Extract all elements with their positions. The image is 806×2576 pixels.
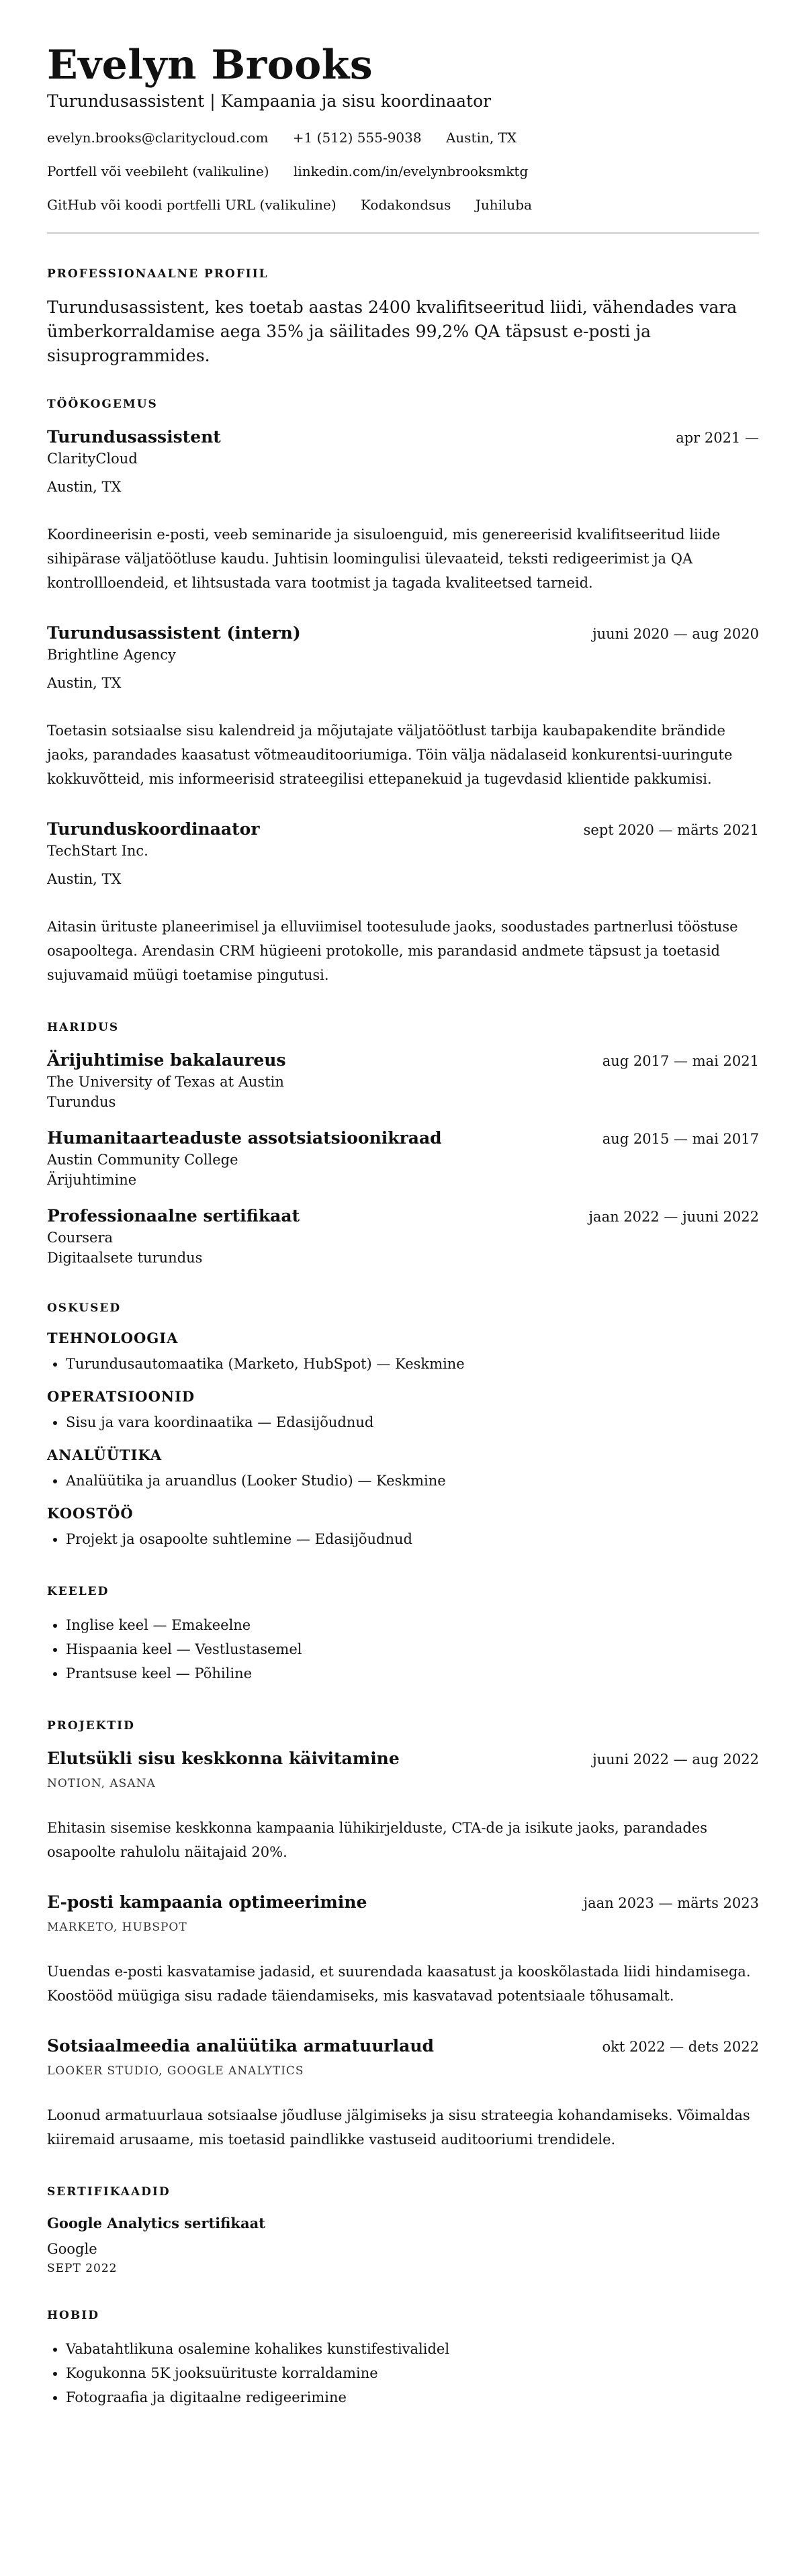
hobbies-section (47, 2309, 759, 2409)
job-dates: sept 2020 — märts 2021 (583, 822, 759, 838)
section-title-hobbies: HOBID (47, 2309, 99, 2322)
hobby-item: • Kogukonna 5K jooksuürituste korraldamine (66, 2361, 759, 2385)
certifications-section (47, 2185, 759, 2275)
job-company: Brightline Agency (47, 647, 176, 663)
job-description: Koordineerisin e-posti, veeb seminaride ja sisuloenguid, mis genereerisid kvalifitseeritud liide sihipärase väljatöötluse kaudu. Juhtisin loomingulisi ülevaateid, teksti redigeerimist ja QA kontrollloendeid, et lihtsustada vara tootmist ja tagada kvaliteetsed tarneid. (47, 526, 721, 591)
project-name: Sotsiaalmeedia analüütika armatuurlaud (47, 2036, 435, 2056)
skill-categories (47, 1330, 759, 1551)
section-title-experience: TÖÖKOGEMUS (47, 398, 158, 411)
candidate-subtitle: Turundusassistent | Kampaania ja sisu koordinaator (47, 91, 492, 111)
degree-title: Professionaalne sertifikaat (47, 1206, 300, 1226)
project-tech: NOTION, ASANA (47, 1777, 156, 1790)
job-title: Turunduskoordinaator (47, 819, 260, 839)
project-tech: LOOKER STUDIO, GOOGLE ANALYTICS (47, 2064, 304, 2078)
degree-field: Ärijuhtimine (47, 1172, 137, 1188)
degree-dates: jaan 2022 — juuni 2022 (588, 1209, 759, 1225)
profile-summary: Turundusassistent, kes toetab aastas 2400 kvalifitseeritud liidi, vähendades vara ümberkorraldamise aega 35% ja säilitades 99,2% QA täpsust e-posti ja sisuprogrammides. (47, 297, 737, 365)
skills-section (47, 1301, 759, 1551)
section-title-skills: OSKUSED (47, 1301, 122, 1315)
contact-linkedin[interactable]: linkedin.com/in/evelynbrooksmktg (293, 163, 529, 179)
skill-category-name: OPERATSIOONID (47, 1388, 195, 1405)
certification-name: Google Analytics sertifikaat (47, 2215, 265, 2232)
education-entry (47, 1205, 759, 1268)
project-description: Uuendas e-posti kasvatamise jadasid, et suurendada kaasatust ja kooskõlastada liidi hindamisega. Koostööd müügiga sisu radade täiendamiseks, mis kasvatavad potentsiaale tõhusamalt. (47, 1964, 751, 2004)
job-location: Austin, TX (47, 479, 122, 495)
experience-entry (47, 622, 759, 791)
project-dates: okt 2022 — dets 2022 (602, 2039, 759, 2055)
skill-item: • Sisu ja vara koordinaatika — Edasijõudnud (66, 1410, 759, 1434)
profile-section (47, 267, 759, 368)
degree-title: Humanitaarteaduste assotsiatsioonikraad (47, 1128, 442, 1148)
job-company: ClarityCloud (47, 451, 138, 467)
section-title-languages: KEELED (47, 1585, 109, 1598)
school-name: The University of Texas at Austin (47, 1074, 284, 1090)
education-section (47, 1021, 759, 1268)
project-dates: jaan 2023 — märts 2023 (583, 1895, 759, 1911)
job-description: Toetasin sotsiaalse sisu kalendreid ja mõjutajate väljatöötlust tarbija kaubapakendite brändide jaoks, parandades kaasatust võtmeauditooriumiga. Töin välja nädalaseid konkurentsi-uuringute kokkuvõtteid, mis informeerisid strateegilisi ettepanekuid ja tugevdasid klientide pakkumisi. (47, 723, 733, 787)
project-entry (47, 1747, 759, 1864)
skill-category-name: ANALÜÜTIKA (47, 1446, 163, 1463)
project-name: Elutsükli sisu keskkonna käivitamine (47, 1749, 400, 1768)
job-company: TechStart Inc. (47, 843, 148, 859)
hobby-list (47, 2337, 759, 2409)
education-entry (47, 1049, 759, 1112)
skill-list (47, 1469, 759, 1493)
hobby-item: • Vabatahtlikuna osalemine kohalikes kunstifestivalidel (66, 2337, 759, 2361)
contact-drivers-license: Juhiluba (475, 197, 532, 213)
contact-location: Austin, TX (445, 130, 517, 146)
job-dates: apr 2021 — (676, 430, 759, 446)
skill-category-name: KOOSTÖÖ (47, 1505, 134, 1522)
job-title: Turundusassistent (47, 427, 221, 447)
section-title-projects: PROJEKTID (47, 1719, 135, 1733)
job-dates: juuni 2020 — aug 2020 (592, 626, 759, 642)
project-entry (47, 1891, 759, 2008)
project-description: Ehitasin sisemise keskkonna kampaania lühikirjelduste, CTA-de ja isikute jaoks, parandades osapoolte rahulolu näitajaid 20%. (47, 1820, 707, 1860)
contact-phone[interactable]: +1 (512) 555-9038 (292, 130, 422, 146)
project-name: E-posti kampaania optimeerimine (47, 1892, 367, 1912)
skill-item: • Projekt ja osapoolte suhtlemine — Edasijõudnud (66, 1527, 759, 1551)
school-name: Austin Community College (47, 1152, 238, 1168)
contact-citizenship: Kodakondsus (361, 197, 451, 213)
section-title-certifications: SERTIFIKAADID (47, 2185, 171, 2199)
contact-row-2 (47, 163, 759, 180)
project-description: Loonud armatuurlaua sotsiaalse jõudluse jälgimiseks ja sisu strateegia kohandamiseks. Võimaldas kiiremaid arusaame, mis toetasid paindlikke vastuseid auditooriumi trendidele. (47, 2107, 750, 2148)
language-item: • Prantsuse keel — Põhiline (66, 1661, 759, 1686)
projects-section (47, 1719, 759, 2152)
project-dates: juuni 2022 — aug 2022 (592, 1751, 759, 1767)
contact-row-3 (47, 196, 759, 214)
job-location: Austin, TX (47, 675, 122, 691)
school-name: Coursera (47, 1230, 114, 1246)
header-divider (47, 232, 759, 234)
section-title-profile: PROFESSIONAALNE PROFIIL (47, 267, 269, 281)
degree-field: Digitaalsete turundus (47, 1250, 203, 1266)
contact-email[interactable]: evelyn.brooks@claritycloud.com (47, 130, 269, 146)
skill-item: • Turundusautomaatika (Marketo, HubSpot) — Keskmine (66, 1352, 759, 1376)
skill-list (47, 1352, 759, 1376)
education-entry (47, 1127, 759, 1190)
skill-item: • Analüütika ja aruandlus (Looker Studio) — Keskmine (66, 1469, 759, 1493)
contact-portfolio: Portfell või veebileht (valikuline) (47, 163, 269, 179)
project-tech: MARKETO, HUBSPOT (47, 1921, 187, 1934)
certification-date: SEPT 2022 (47, 2262, 118, 2275)
language-item: • Inglise keel — Emakeelne (66, 1613, 759, 1637)
certification-entry (47, 2213, 759, 2275)
degree-field: Turundus (47, 1094, 116, 1110)
contact-github: GitHub või koodi portfelli URL (valikuline) (47, 197, 337, 213)
languages-section (47, 1585, 759, 1686)
language-item: • Hispaania keel — Vestlustasemel (66, 1637, 759, 1661)
hobby-item: • Fotograafia ja digitaalne redigeerimine (66, 2385, 759, 2409)
experience-entry (47, 426, 759, 595)
contact-row-1 (47, 129, 759, 146)
project-entry (47, 2035, 759, 2152)
language-list (47, 1613, 759, 1686)
job-title: Turundusassistent (intern) (47, 623, 301, 643)
job-location: Austin, TX (47, 871, 122, 887)
degree-title: Ärijuhtimise bakalaureus (47, 1050, 286, 1070)
skill-category-name: TEHNOLOOGIA (47, 1330, 179, 1346)
degree-dates: aug 2015 — mai 2017 (602, 1131, 759, 1147)
skill-list (47, 1527, 759, 1551)
candidate-name: Evelyn Brooks (47, 42, 373, 89)
job-description: Aitasin ürituste planeerimisel ja elluviimisel tootesulude jaoks, soodustades partnerlusi tööstuse osapooltega. Arendasin CRM hügieeni protokolle, mis parandasid andmete täpsust ja toetasid sujuvamaid müügi toetamise pingutusi. (47, 919, 738, 983)
degree-dates: aug 2017 — mai 2021 (602, 1053, 759, 1069)
experience-section (47, 398, 759, 987)
experience-entry (47, 818, 759, 987)
certification-issuer: Google (47, 2241, 97, 2257)
skill-list (47, 1410, 759, 1434)
resume-header (47, 42, 759, 214)
section-title-education: HARIDUS (47, 1021, 120, 1034)
